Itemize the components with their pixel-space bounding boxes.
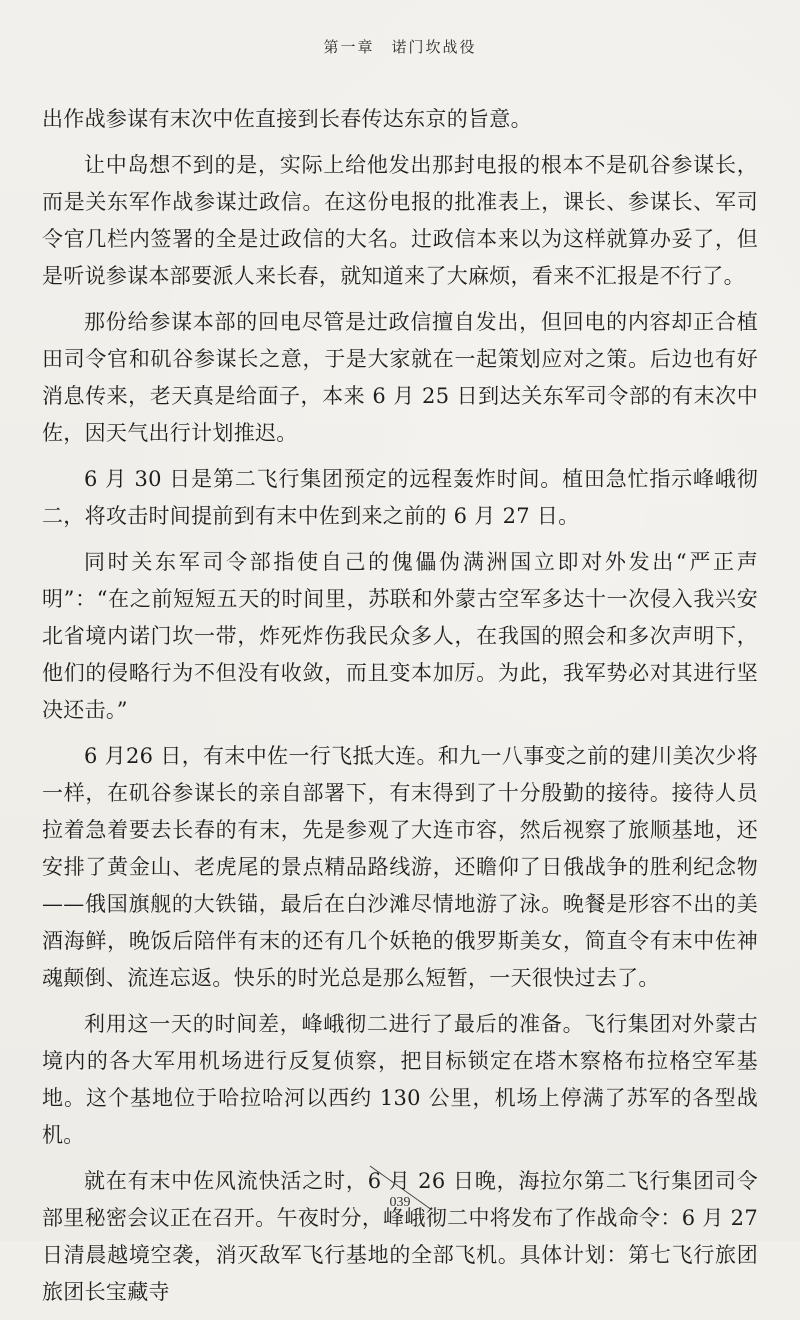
- paragraph-2: 让中岛想不到的是，实际上给他发出那封电报的根本不是矶谷参谋长，而是关东军作战参谋辻政信。在这份电报的批准表上，课长、参谋长、军司令官几栏内签署的全是辻政信的大名。辻政信本来以为这样就算办妥了，但是听说参谋本部要派人来长春，就知道来了大麻烦，看来不汇报是不行了。: [42, 153, 758, 288]
- paragraph-4: 6 月 30 日是第二飞行集团预定的远程轰炸时间。植田急忙指示峰峨彻二，将攻击时间提前到有末中佐到来之前的 6 月 27 日。: [42, 467, 758, 528]
- running-head: 第一章 诺门坎战役: [323, 38, 477, 56]
- body-text: [42, 101, 758, 1320]
- paragraph-3: 那份给参谋本部的回电尽管是辻政信擅自发出，但回电的内容却正合植田司令官和矶谷参谋长之意，于是大家就在一起策划应对之策。后边也有好消息传来，老天真是给面子，本来 6 月 25 日到达关东军司令部的有末次中佐，因天气出行计划推迟。: [42, 310, 758, 445]
- page-number: 039: [389, 1195, 411, 1210]
- paragraph-8: 就在有末中佐风流快活之时，6 月 26 日晚，海拉尔第二飞行集团司令部里秘密会议正在召开。午夜时分，峰峨彻二中将发布了作战命令：6 月 27 日清晨越境空袭，消灭敌军飞行基地的全部飞机。具体计划：第七飞行旅团旅团长宝藏寺: [42, 1169, 758, 1304]
- paragraph-1: 出作战参谋有末次中佐直接到长春传达东京的旨意。: [42, 107, 532, 131]
- paragraph-6: 6 月26 日，有末中佐一行飞抵大连。和九一八事变之前的建川美次少将一样，在矶谷参谋长的亲自部署下，有末得到了十分殷勤的接待。接待人员拉着急着要去长春的有末，先是参观了大连市容，然后视察了旅顺基地，还安排了黄金山、老虎尾的景点精品路线游，还瞻仰了日俄战争的胜利纪念物——俄国旗舰的大铁锚，最后在白沙滩尽情地游了泳。晚餐是形容不出的美酒海鲜，晚饭后陪伴有末的还有几个妖艳的俄罗斯美女，简直令有末中佐神魂颠倒、流连忘返。快乐的时光总是那么短暂，一天很快过去了。: [42, 744, 758, 990]
- page-number-block: [350, 1162, 450, 1222]
- paragraph-7: 利用这一天的时间差，峰峨彻二进行了最后的准备。飞行集团对外蒙古境内的各大军用机场进行反复侦察，把目标锁定在塔木察格布拉格空军基地。这个基地位于哈拉哈河以西约 130 公里，机场上停满了苏军的各型战机。: [42, 1012, 758, 1147]
- paragraph-5: 同时关东军司令部指使自己的傀儡伪满洲国立即对外发出“严正声明”：“在之前短短五天的时间里，苏联和外蒙古空军多达十一次侵入我兴安北省境内诺门坎一带，炸死炸伤我民众多人，在我国的照会和多次声明下，他们的侵略行为不但没有收敛，而且变本加厉。为此，我军势必对其进行坚决还击。”: [42, 550, 758, 722]
